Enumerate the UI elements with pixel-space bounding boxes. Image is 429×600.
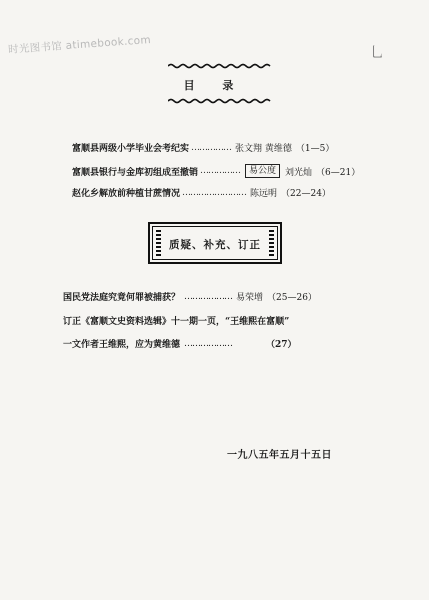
- toc-title: 富顺县两级小学毕业会考纪实: [72, 144, 190, 154]
- document-date: 一九八五年五月十五日: [227, 450, 332, 461]
- toc-entry: [72, 141, 334, 154]
- toc-entry: [72, 164, 360, 178]
- list-item: [63, 337, 297, 350]
- toc-author: 张文翔 黄维德: [235, 144, 292, 154]
- corner-mark: 乚: [370, 45, 384, 61]
- toc-leader: ……………………: [182, 187, 247, 198]
- toc-author: 刘光灿: [285, 167, 313, 178]
- page-title: 目 录: [183, 79, 246, 92]
- item-pages: （27）: [266, 340, 297, 350]
- box-ornament-right: [269, 230, 274, 256]
- toc-pages: （1—5）: [295, 144, 335, 154]
- toc-pages: （22—24）: [281, 189, 331, 199]
- section-title: 质疑、补充、订正: [169, 239, 261, 251]
- box-ornament-left: [156, 230, 161, 256]
- item-leader: ………………: [184, 338, 233, 349]
- bottom-ornament: [168, 98, 272, 104]
- toc-leader: ……………: [200, 166, 241, 176]
- name-stamp: 易公度: [245, 164, 280, 178]
- item-text: 一文作者王维熙，应为黄维德: [63, 340, 181, 350]
- item-text: 国民党法庭究竟何罪被捕获？: [63, 293, 181, 303]
- toc-leader: ……………: [191, 142, 232, 153]
- section-box: [148, 222, 282, 264]
- toc-entry: [72, 186, 331, 199]
- top-ornament: [168, 63, 272, 69]
- toc-title: 富顺县银行与金库初组成至撤销: [72, 167, 199, 178]
- list-item: [63, 314, 289, 327]
- toc-title: 赵化乡解放前种植甘蔗情况: [72, 189, 181, 199]
- toc-pages: （6—21）: [316, 167, 361, 178]
- toc-author: 陈远明: [250, 189, 278, 199]
- item-text: 订正《富顺文史资料选辑》十一期一页，“王维熙在富顺”: [63, 317, 290, 327]
- item-pages: （25—26）: [267, 293, 317, 303]
- item-author: 易荣增: [236, 293, 264, 303]
- watermark: 时光图书馆 atimebook.com: [7, 34, 152, 56]
- item-leader: ………………: [184, 291, 233, 302]
- list-item: [63, 290, 317, 303]
